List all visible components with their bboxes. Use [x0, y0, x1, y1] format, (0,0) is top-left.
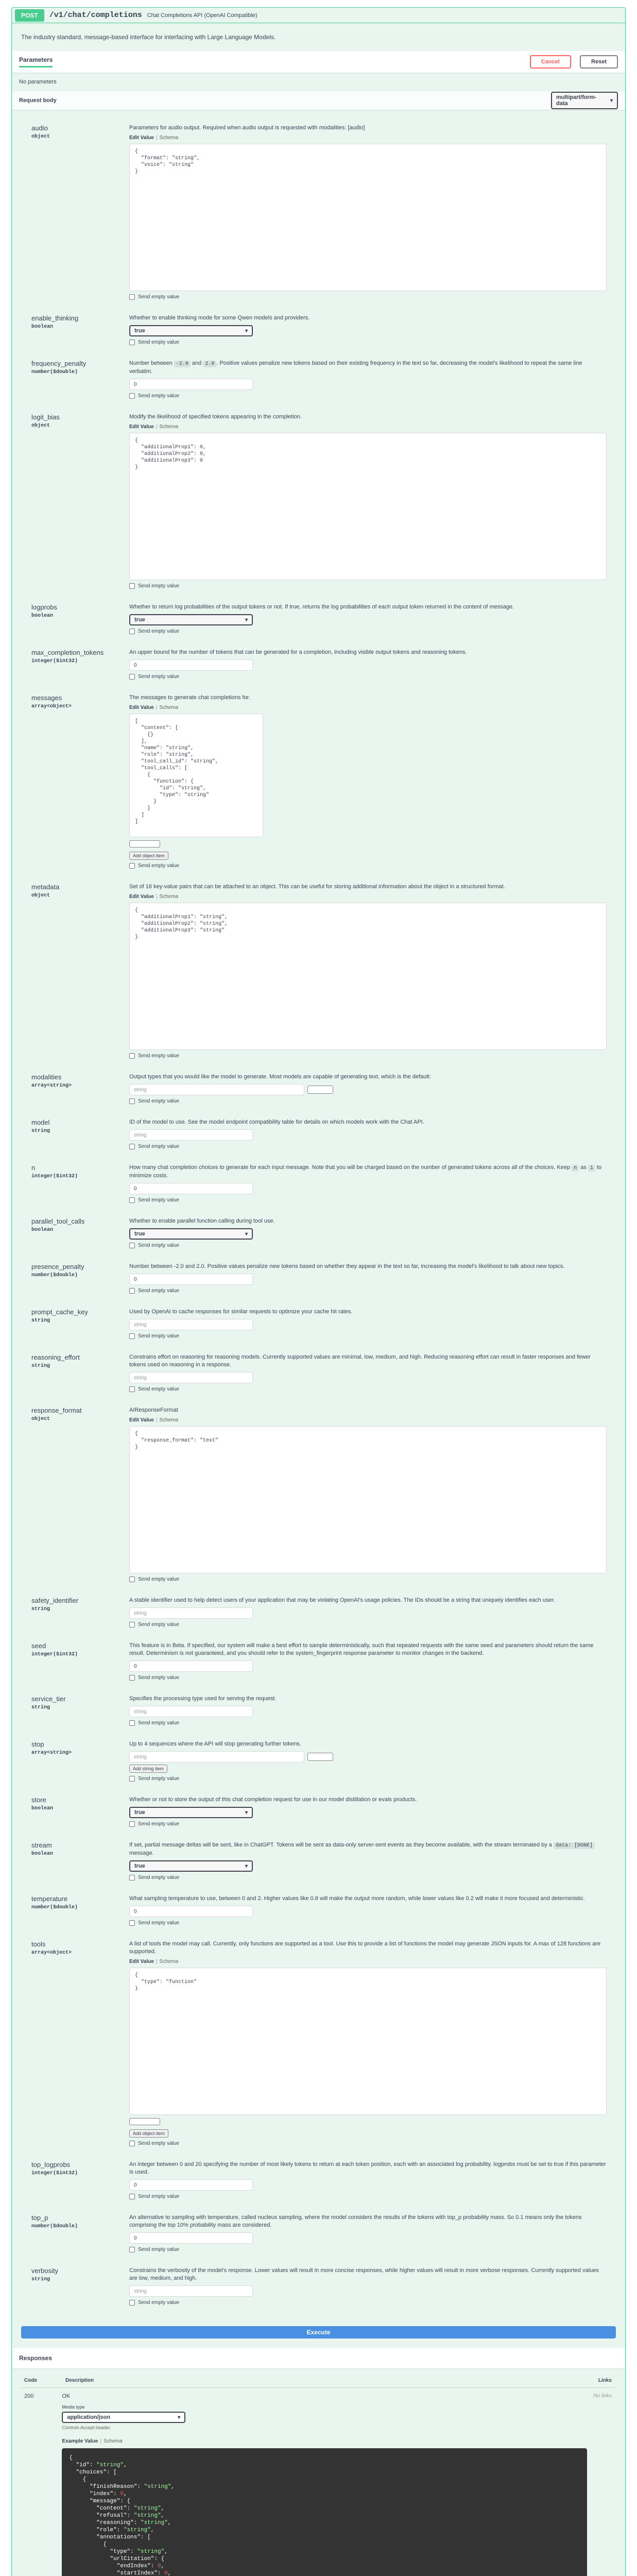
tab-parameters[interactable]: Parameters	[19, 56, 53, 67]
chevron-down-icon: ▾	[245, 1863, 248, 1869]
tools-json-editor[interactable]	[129, 1968, 607, 2115]
send-empty-label: Send empty value	[138, 1144, 180, 1149]
select-value: true	[134, 617, 145, 623]
param-type: boolean	[31, 1851, 54, 1857]
checkbox-icon	[129, 393, 135, 399]
param-description: Specifies the processing type used for serving the request.	[129, 1696, 277, 1702]
param-n	[21, 1157, 616, 1210]
param-name: model	[31, 1118, 50, 1126]
schema-tab[interactable]: Schema	[103, 2438, 123, 2444]
model-input[interactable]	[129, 1129, 253, 1141]
send-empty-checkbox[interactable]	[129, 2300, 607, 2306]
responses-title: Responses	[19, 2354, 53, 2362]
param-name: reasoning_effort	[31, 1353, 80, 1361]
send-empty-label: Send empty value	[138, 1333, 180, 1339]
send-empty-checkbox[interactable]	[129, 1821, 607, 1827]
send-empty-label: Send empty value	[138, 629, 180, 634]
send-empty-checkbox[interactable]	[129, 2247, 607, 2252]
send-empty-label: Send empty value	[138, 2194, 180, 2199]
checkbox-icon	[129, 1622, 135, 1628]
param-description: If set, partial message deltas will be sent, like in ChatGPT. Tokens will be sent as data-only server-sent events as they become available, with the stream terminated by a data: [DONE] message.	[129, 1841, 607, 1857]
send-empty-label: Send empty value	[138, 1197, 180, 1203]
checkbox-icon	[129, 1144, 135, 1149]
param-description: Whether to enable parallel function calling during tool use.	[129, 1218, 275, 1224]
execute-button[interactable]: Execute	[21, 2326, 616, 2338]
tab-separator: |	[156, 894, 158, 900]
param-name: verbosity	[31, 2267, 59, 2275]
schema-tab[interactable]: Schema	[159, 424, 179, 430]
send-empty-label: Send empty value	[138, 2300, 180, 2306]
param-description: Modify the likelihood of specified tokens appearing in the completion.	[129, 414, 302, 420]
tab-separator: |	[156, 1959, 158, 1964]
send-empty-label: Send empty value	[138, 1622, 180, 1628]
send-empty-label: Send empty value	[138, 393, 180, 399]
param-type: object	[31, 1416, 50, 1422]
send-empty-label: Send empty value	[138, 1577, 180, 1582]
param-seed	[21, 1635, 616, 1688]
edit-value-tab[interactable]: Edit Value	[129, 135, 154, 141]
param-enable-thinking	[21, 307, 616, 352]
logit-bias-json-editor[interactable]	[129, 433, 607, 580]
checkbox-icon	[129, 340, 135, 345]
param-name: messages	[31, 694, 62, 702]
response-code: 200	[24, 2393, 34, 2399]
param-type: string	[31, 1606, 50, 1612]
media-type-select[interactable]	[62, 2412, 185, 2423]
param-name: stream	[31, 1841, 52, 1849]
prompt-cache-key-input[interactable]	[129, 1319, 253, 1330]
param-description: An integer between 0 and 20 specifying the number of most likely tokens to return at each token position, each with an associated log probability. logprobs must be set to true if this parameter is used.	[129, 2161, 606, 2175]
edit-value-tab[interactable]: Edit Value	[129, 424, 154, 430]
send-empty-checkbox[interactable]	[129, 1243, 607, 1248]
tab-separator: |	[100, 2438, 101, 2444]
responses-table-header	[21, 2374, 616, 2388]
parameters-header	[12, 51, 625, 73]
temperature-input[interactable]	[129, 1906, 253, 1917]
param-name: modalities	[31, 1073, 62, 1081]
param-name: response_format	[31, 1406, 82, 1414]
param-type: boolean	[31, 324, 54, 330]
operation-description: The industry standard, message-based interface for interfacing with Large Language Models.	[21, 33, 276, 41]
param-stream	[21, 1834, 616, 1888]
operation-block	[11, 7, 626, 2576]
param-name: enable_thinking	[31, 314, 79, 322]
param-store	[21, 1789, 616, 1834]
param-type: string	[31, 1705, 50, 1710]
param-description: ID of the model to use. See the model endpoint compatibility table for details on which models work with the Chat API.	[129, 1119, 424, 1125]
select-value: true	[134, 1809, 145, 1816]
param-description: Number between -2.0 and 2.0. Positive values penalize new tokens based on whether they appear in the text so far, increasing the model's likelihood to talk about new topics.	[129, 1263, 565, 1269]
send-empty-label: Send empty value	[138, 2247, 180, 2252]
frequency-penalty-input[interactable]	[129, 379, 253, 390]
send-empty-checkbox[interactable]	[129, 674, 607, 680]
param-type: string	[31, 2277, 50, 2282]
checkbox-icon	[129, 2247, 135, 2252]
param-type: number($double)	[31, 2224, 78, 2229]
send-empty-checkbox[interactable]	[129, 340, 607, 345]
send-empty-checkbox[interactable]	[129, 1720, 607, 1726]
param-description: This feature is in Beta. If specified, our system will make a best effort to sample deterministically, such that repeated requests with the same seed and parameters should return the same result. Determinism is not guaranteed, and you should refer to the system_fingerprint response parameter to monitor changes in the backend.	[129, 1642, 594, 1656]
param-description: A stable identifier used to help detect users of your application that may be violating OpenAI's usage policies. The IDs should be a string that uniquely identifies each user.	[129, 1597, 555, 1603]
response-description: OK	[62, 2393, 71, 2399]
send-empty-checkbox[interactable]	[129, 629, 607, 634]
select-value: true	[134, 1863, 145, 1869]
send-empty-label: Send empty value	[138, 674, 180, 680]
param-prompt-cache-key	[21, 1301, 616, 1346]
send-empty-checkbox[interactable]	[129, 393, 607, 399]
send-empty-label: Send empty value	[138, 1821, 180, 1827]
send-empty-checkbox[interactable]	[129, 2141, 607, 2146]
checkbox-icon	[129, 294, 135, 300]
checkbox-icon	[129, 629, 135, 634]
service-tier-input[interactable]	[129, 1706, 253, 1717]
send-empty-label: Send empty value	[138, 1720, 180, 1726]
param-name: logprobs	[31, 603, 57, 611]
param-type: array<object>	[31, 704, 72, 709]
send-empty-checkbox[interactable]	[129, 1577, 607, 1582]
responses-table	[12, 2368, 625, 2576]
send-empty-checkbox[interactable]	[129, 1386, 607, 1392]
checkbox-icon	[129, 1197, 135, 1203]
param-temperature	[21, 1888, 616, 1933]
stream-select[interactable]	[129, 1860, 253, 1872]
col-code: Code	[24, 2378, 37, 2383]
remove-item-button[interactable]	[307, 1753, 333, 1761]
param-name: n	[31, 1164, 36, 1172]
remove-item-button[interactable]	[307, 1086, 333, 1094]
send-empty-label: Send empty value	[138, 1053, 180, 1059]
schema-tab[interactable]: Schema	[159, 1959, 179, 1964]
send-empty-checkbox[interactable]	[129, 1333, 607, 1339]
audio-json-editor[interactable]	[129, 144, 607, 291]
content-type-value: multipart/form-data	[556, 94, 597, 107]
send-empty-checkbox[interactable]	[129, 1776, 607, 1782]
messages-json-editor[interactable]	[129, 714, 263, 837]
param-name: safety_identifier	[31, 1597, 79, 1604]
param-type: integer($int32)	[31, 2171, 78, 2176]
add-object-item-button[interactable]: Add object item	[129, 852, 168, 860]
param-max-completion-tokens	[21, 641, 616, 687]
send-empty-checkbox[interactable]	[129, 1053, 607, 1059]
edit-value-tab[interactable]: Edit Value	[129, 705, 154, 710]
response-links: No links	[593, 2393, 612, 2399]
checkbox-icon	[129, 1675, 135, 1681]
schema-tab[interactable]: Schema	[159, 705, 179, 710]
param-type: number($double)	[31, 369, 78, 375]
logprobs-select[interactable]	[129, 614, 253, 625]
safety-identifier-input[interactable]	[129, 1607, 253, 1619]
media-type-label: Media type	[62, 2404, 85, 2410]
request-body-params	[12, 110, 625, 2320]
param-metadata	[21, 876, 616, 1066]
chevron-down-icon: ▾	[245, 328, 248, 334]
checkbox-icon	[129, 1333, 135, 1339]
chevron-down-icon: ▾	[245, 1809, 248, 1816]
param-response-format	[21, 1399, 616, 1589]
tab-separator: |	[156, 424, 158, 430]
send-empty-label: Send empty value	[138, 583, 180, 589]
param-name: max_completion_tokens	[31, 649, 104, 656]
col-description: Description	[65, 2378, 94, 2383]
param-stop	[21, 1733, 616, 1789]
checkbox-icon	[129, 1053, 135, 1059]
store-select[interactable]	[129, 1807, 253, 1818]
example-json: { "id": "string", "choices": [ { "finishReason": "string", "index": 0, "message": { "content": "string", "refusal": "string", "reasoning": "string", "role": "string", "annotations": [ { "type": "string", "urlCitation": { "endIndex": 0, "startIndex": 0,	[62, 2448, 587, 2576]
param-description: Whether or not to store the output of this chat completion request for use in our model distillation or evals products.	[129, 1797, 417, 1803]
checkbox-icon	[129, 1577, 135, 1582]
param-description: Set of 16 key-value pairs that can be attached to an object. This can be useful for storing additional information about the object in a structured format.	[129, 884, 505, 890]
param-type: string	[31, 1318, 50, 1324]
send-empty-label: Send empty value	[138, 1098, 180, 1104]
param-name: metadata	[31, 883, 60, 891]
param-name: prompt_cache_key	[31, 1308, 88, 1316]
schema-tab[interactable]: Schema	[159, 135, 179, 141]
checkbox-icon	[129, 863, 135, 869]
n-input[interactable]	[129, 1183, 253, 1194]
param-description: Constrains effort on reasoning for reasoning models. Currently supported values are minimal, low, medium, and high. Reducing reasoning effort can result in faster responses and fewer tokens used on reasoning in a response.	[129, 1354, 591, 1368]
send-empty-label: Send empty value	[138, 1776, 180, 1782]
stop-item-input[interactable]	[129, 1751, 304, 1762]
param-name: frequency_penalty	[31, 360, 87, 367]
send-empty-label: Send empty value	[138, 340, 180, 345]
col-links: Links	[598, 2378, 612, 2383]
checkbox-icon	[129, 1288, 135, 1294]
checkbox-icon	[129, 1386, 135, 1392]
operation-summary-text: Chat Completions API (OpenAI Compatible)	[147, 12, 257, 19]
reasoning-effort-input[interactable]	[129, 1372, 253, 1383]
param-name: temperature	[31, 1895, 68, 1903]
param-logit-bias	[21, 406, 616, 596]
param-description: Used by OpenAI to cache responses for similar requests to optimize your cache hit rates.	[129, 1309, 353, 1315]
content-type-select[interactable]	[551, 92, 618, 109]
send-empty-checkbox[interactable]	[129, 1875, 607, 1880]
checkbox-icon	[129, 1875, 135, 1880]
add-object-item-button[interactable]: Add object item	[129, 2129, 168, 2138]
response-format-json-editor[interactable]	[129, 1426, 607, 1573]
param-top-logprobs	[21, 2154, 616, 2207]
param-presence-penalty	[21, 1256, 616, 1301]
send-empty-label: Send empty value	[138, 1243, 180, 1248]
send-empty-label: Send empty value	[138, 2141, 180, 2146]
send-empty-label: Send empty value	[138, 1288, 180, 1294]
request-body-title: Request body	[19, 97, 57, 104]
chevron-down-icon: ▾	[178, 2414, 181, 2420]
param-type: string	[31, 1128, 50, 1134]
send-empty-label: Send empty value	[138, 294, 180, 300]
checkbox-icon	[129, 2300, 135, 2306]
param-description: A list of tools the model may call. Currently, only functions are supported as a tool. Use this to provide a list of functions the model may generate JSON inputs for. A max of 128 functions are supported.	[129, 1941, 601, 1955]
send-empty-checkbox[interactable]	[129, 1920, 607, 1926]
param-modalities	[21, 1066, 616, 1111]
send-empty-checkbox[interactable]	[129, 1288, 607, 1294]
chevron-down-icon: ▾	[245, 1231, 248, 1237]
param-name: seed	[31, 1642, 46, 1650]
chevron-down-icon: ▾	[610, 97, 613, 104]
no-parameters-text: No parameters	[19, 79, 57, 85]
checkbox-icon	[129, 1243, 135, 1248]
checkbox-icon	[129, 2141, 135, 2146]
param-type: object	[31, 134, 50, 140]
send-empty-checkbox[interactable]	[129, 583, 607, 589]
param-description: AIResponseFormat	[129, 1407, 178, 1413]
param-tools	[21, 1933, 616, 2154]
param-type: object	[31, 893, 50, 899]
checkbox-icon	[129, 1776, 135, 1782]
presence-penalty-input[interactable]	[129, 1274, 253, 1285]
responses-header	[12, 2348, 625, 2368]
schema-tab[interactable]: Schema	[159, 894, 179, 900]
send-empty-label: Send empty value	[138, 863, 180, 869]
param-type: integer($int32)	[31, 658, 78, 664]
param-type: number($double)	[31, 1905, 78, 1910]
send-empty-label: Send empty value	[138, 1386, 180, 1392]
param-description: Whether to enable thinking mode for some Qwen models and providers.	[129, 315, 310, 321]
param-type: array<string>	[31, 1083, 72, 1089]
tab-separator: |	[156, 1417, 158, 1423]
send-empty-checkbox[interactable]	[129, 1675, 607, 1681]
param-description: Parameters for audio output. Required when audio output is requested with modalities: [audio]	[129, 125, 365, 131]
checkbox-icon	[129, 2194, 135, 2199]
param-type: number($double)	[31, 1273, 78, 1278]
param-description: Number between -2.0 and 2.0 . Positive values penalize new tokens based on their existing frequency in the text so far, decreasing the model's likelihood to repeat the same line verbatim.	[129, 360, 582, 375]
param-type: boolean	[31, 1227, 54, 1233]
send-empty-checkbox[interactable]	[129, 1144, 607, 1149]
verbosity-input[interactable]	[129, 2285, 253, 2297]
send-empty-label: Send empty value	[138, 1920, 180, 1926]
param-type: boolean	[31, 1806, 54, 1811]
param-model	[21, 1111, 616, 1157]
param-parallel-tool-calls	[21, 1210, 616, 1256]
send-empty-checkbox[interactable]	[129, 294, 607, 300]
remove-item-button[interactable]	[129, 2118, 160, 2125]
send-empty-checkbox[interactable]	[129, 2194, 607, 2199]
param-service-tier	[21, 1688, 616, 1733]
param-type: boolean	[31, 613, 54, 619]
param-description: What sampling temperature to use, between 0 and 2. Higher values like 0.8 will make the output more random, while lower values like 0.2 will make it more focused and deterministic.	[129, 1895, 585, 1902]
param-name: top_p	[31, 2214, 48, 2222]
example-value-tab[interactable]: Example Value	[62, 2438, 98, 2444]
max-completion-tokens-input[interactable]	[129, 659, 253, 671]
param-name: logit_bias	[31, 413, 60, 421]
param-top-p	[21, 2207, 616, 2260]
param-description: An alternative to sampling with temperature, called nucleus sampling, where the model considers the results of the tokens with top_p probability mass. So 0.1 means only the tokens comprising the top 10% probability mass are considered.	[129, 2214, 582, 2228]
checkbox-icon	[129, 1920, 135, 1926]
method-badge: POST	[15, 9, 44, 22]
cancel-button[interactable]: Cancel	[530, 55, 571, 69]
remove-item-button[interactable]	[129, 840, 160, 848]
param-type: string	[31, 1363, 50, 1369]
tab-separator: |	[156, 705, 158, 710]
checkbox-icon	[129, 1821, 135, 1827]
param-name: stop	[31, 1740, 44, 1748]
send-empty-label: Send empty value	[138, 1675, 180, 1681]
param-name: audio	[31, 124, 48, 132]
seed-input[interactable]	[129, 1660, 253, 1672]
param-reasoning-effort	[21, 1346, 616, 1399]
param-type: integer($int32)	[31, 1652, 78, 1657]
param-description: Constrains the verbosity of the model's response. Lower values will result in more concise responses, while higher values will result in more verbose responses. Currently supported values are low, medium, and high.	[129, 2267, 599, 2281]
top-p-input[interactable]	[129, 2232, 253, 2244]
send-empty-checkbox[interactable]	[129, 863, 607, 869]
param-name: service_tier	[31, 1695, 66, 1703]
param-description: An upper bound for the number of tokens that can be generated for a completion, including visible output tokens and reasoning tokens.	[129, 649, 467, 655]
edit-value-tab[interactable]: Edit Value	[129, 1417, 154, 1423]
edit-value-tab[interactable]: Edit Value	[129, 1959, 154, 1964]
param-description: How many chat completion choices to generate for each input message. Note that you will be charged based on the number of generated tokens across all of the choices. Keep n as 1 to minimize costs.	[129, 1164, 602, 1179]
send-empty-label: Send empty value	[138, 1875, 180, 1880]
param-type: array<object>	[31, 1950, 72, 1956]
send-empty-checkbox[interactable]	[129, 1098, 607, 1104]
param-messages	[21, 687, 616, 876]
enable-thinking-select[interactable]	[129, 325, 253, 336]
param-description: The messages to generate chat completions for.	[129, 694, 250, 701]
param-verbosity	[21, 2260, 616, 2313]
param-description: Output types that you would like the model to generate. Most models are capable of generating text, which is the default:	[129, 1074, 431, 1080]
controls-accept-text: Controls Accept header.	[62, 2425, 111, 2430]
reset-button[interactable]: Reset	[580, 55, 618, 69]
media-type-value: application/json	[67, 2414, 111, 2420]
param-name: parallel_tool_calls	[31, 1217, 85, 1225]
checkbox-icon	[129, 1098, 135, 1104]
param-name: store	[31, 1796, 46, 1804]
param-type: array<string>	[31, 1750, 72, 1756]
schema-tab[interactable]: Schema	[159, 1417, 179, 1423]
param-audio	[21, 117, 616, 307]
top-logprobs-input[interactable]	[129, 2179, 253, 2191]
metadata-json-editor[interactable]	[129, 903, 607, 1050]
parallel-tool-calls-select[interactable]	[129, 1228, 253, 1240]
param-name: tools	[31, 1940, 46, 1948]
modalities-item-input[interactable]	[129, 1084, 304, 1095]
param-description: Whether to return log probabilities of the output tokens or not. If true, returns the log probabilities of each output token returned in the content of message.	[129, 604, 514, 610]
add-string-item-button[interactable]: Add string item	[129, 1765, 167, 1773]
param-frequency-penalty	[21, 352, 616, 406]
checkbox-icon	[129, 1720, 135, 1726]
param-description: Up to 4 sequences where the API will stop generating further tokens.	[129, 1741, 301, 1747]
checkbox-icon	[129, 583, 135, 589]
endpoint-path: /v1/chat/completions	[49, 11, 142, 20]
response-row	[21, 2388, 616, 2576]
send-empty-checkbox[interactable]	[129, 1197, 607, 1203]
operation-summary[interactable]	[12, 8, 625, 23]
checkbox-icon	[129, 674, 135, 680]
param-type: object	[31, 423, 50, 429]
select-value: true	[134, 328, 145, 334]
tab-separator: |	[156, 135, 158, 141]
param-type: integer($int32)	[31, 1174, 78, 1179]
send-empty-checkbox[interactable]	[129, 1622, 607, 1628]
edit-value-tab[interactable]: Edit Value	[129, 894, 154, 900]
select-value: true	[134, 1231, 145, 1237]
param-logprobs	[21, 596, 616, 641]
chevron-down-icon: ▾	[245, 617, 248, 623]
param-name: top_logprobs	[31, 2161, 71, 2168]
param-safety-identifier	[21, 1589, 616, 1635]
param-name: presence_penalty	[31, 1263, 84, 1270]
request-body-header	[12, 91, 625, 110]
